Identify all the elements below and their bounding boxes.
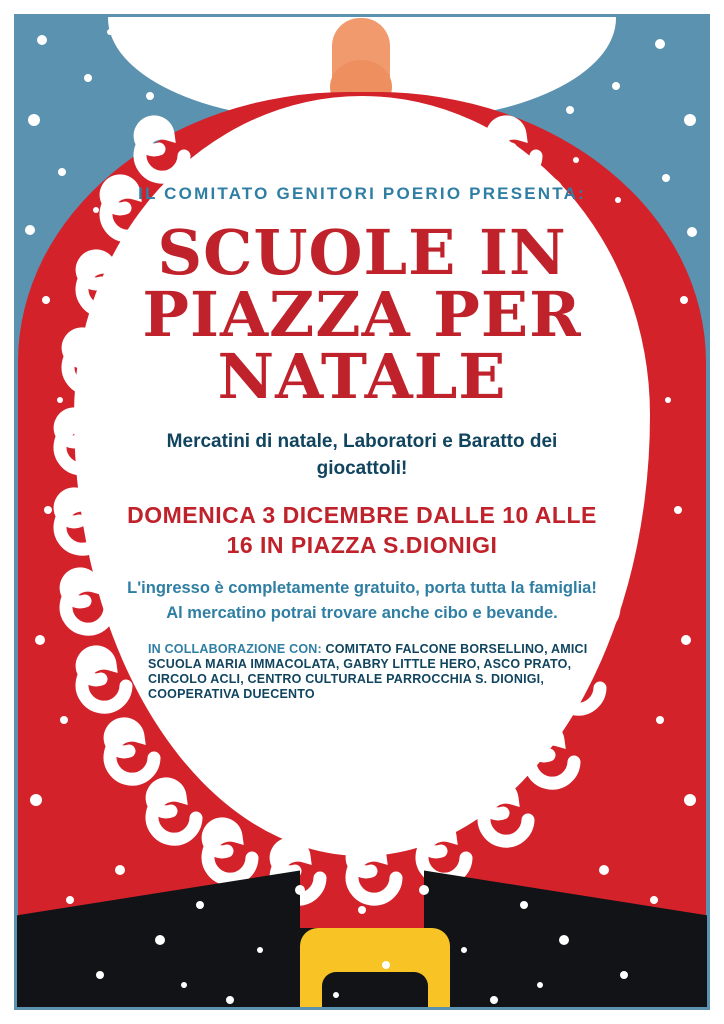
event-date-location: DOMENICA 3 DICEMBRE DALLE 10 ALLE 16 IN PIAZZA S.DIONIGI xyxy=(127,502,597,558)
title-line-2: PIAZZA PER xyxy=(142,278,582,351)
title-line-3: NATALE xyxy=(217,340,507,413)
collaborators xyxy=(148,642,612,702)
presenter-line: IL COMITATO GENITORI POERIO PRESENTA: xyxy=(138,184,586,203)
event-info: L'ingresso è completamente gratuito, porta tutta la famiglia! Al mercatino potrai trovare anche cibo e bevande. xyxy=(127,579,597,622)
collaborators-list: COMITATO FALCONE BORSELLINO, AMICI SCUOLA MARIA IMMACOLATA, GABRY LITTLE HERO, ASCO PRATO, CIRCOLO ACLI, CENTRO CULTURALE PARROCCHIA S. DIONIGI, COOPERATIVA DUECENTO xyxy=(148,642,588,701)
poster-content xyxy=(110,180,614,702)
poster-title xyxy=(110,216,614,413)
collaborators-label: IN COLLABORAZIONE CON: xyxy=(148,642,322,656)
title-line-1: SCUOLE IN xyxy=(157,216,567,289)
belt-buckle-hole xyxy=(322,972,428,1024)
event-subtitle: Mercatini di natale, Laboratori e Baratto dei giocattoli! xyxy=(166,431,558,479)
